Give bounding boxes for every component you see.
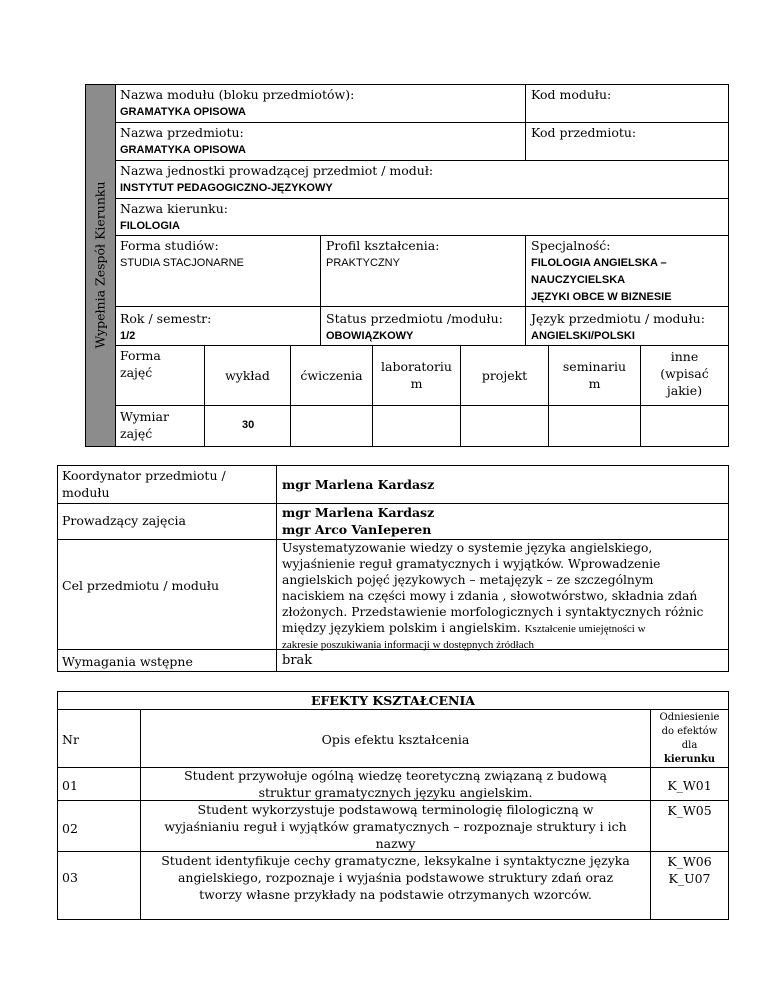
rule — [115, 198, 729, 199]
year-value: 1/2 — [120, 330, 136, 342]
status-value: OBOWIĄZKOWY — [326, 330, 414, 342]
rule — [57, 919, 729, 920]
col-seminar-2: m — [588, 376, 601, 391]
study-form-value: STUDIA STACJONARNE — [120, 257, 244, 269]
rule — [728, 465, 729, 672]
rule — [115, 84, 116, 447]
col-other-2: (wpisać — [660, 366, 709, 381]
teacher-2: mgr Arco VanIeperen — [282, 522, 432, 537]
profile-label: Profil kształcenia: — [326, 238, 440, 253]
subject-code-label: Kod przedmiotu: — [531, 125, 637, 140]
profile-value: PRAKTYCZNY — [326, 257, 400, 269]
effect-nr: 01 — [62, 778, 78, 793]
col-ref: Odniesienie do efektów dla kierunku — [659, 712, 720, 765]
rule — [85, 446, 729, 447]
form-label-2: zajęć — [120, 365, 153, 380]
unit-value: INSTYTUT PEDAGOGICZNO-JĘZYKOWY — [120, 182, 333, 194]
teacher-1: mgr Marlena Kardasz — [282, 505, 435, 520]
teachers-label: Prowadzący zajęcia — [62, 513, 186, 528]
effects-title: EFEKTY KSZTAŁCENIA — [310, 693, 476, 708]
goal-line: Usystematyzowanie wiedzy o systemie języka angielskiego, — [282, 541, 653, 555]
rule — [290, 345, 291, 447]
specialty-label: Specjalność: — [531, 238, 611, 253]
subject-name-value: GRAMATYKA OPISOWA — [120, 144, 246, 156]
col-seminar-1: seminariu — [562, 359, 627, 374]
module-code-label: Kod modułu: — [531, 87, 612, 102]
col-lecture: wykład — [225, 368, 270, 383]
rule — [115, 122, 729, 123]
prereq-value: brak — [282, 653, 313, 668]
rule — [57, 465, 58, 672]
effect-desc: Student identyfikuje cechy gramatyczne, leksykalne i syntaktyczne języka angielskiego, rozpoznaje i wyjaśnia podstawowe struktury zdań oraz tworzy własne przykłady na podstawie otrzymanych wzorców. — [161, 853, 630, 902]
language-label: Język przedmiotu / modułu: — [531, 311, 705, 326]
rule — [85, 84, 729, 85]
rule — [525, 235, 526, 345]
goal-line: naciskiem na części mowy i zdania , słowotwórstwo, składnia zdań — [282, 589, 698, 603]
col-project: projekt — [481, 368, 528, 383]
rule — [57, 671, 729, 672]
goal-line: między językiem polskim i angielskim. Kształcenie umiejętności w — [282, 621, 646, 635]
goal-label: Cel przedmiotu / modułu — [62, 578, 220, 593]
field-value: FILOLOGIA — [120, 220, 180, 232]
effect-desc: Student wykorzystuje podstawową terminologię filologiczną w wyjaśnianiu reguł i wyjątków gramatycznych – rozpoznaje struktury i ich nazwy — [164, 802, 627, 851]
rule — [115, 306, 729, 307]
effect-ref: K_W01 — [667, 778, 712, 793]
specialty-value-2: NAUCZYCIELSKA — [531, 274, 626, 286]
rule — [115, 345, 729, 346]
col-lab-2: m — [410, 376, 423, 391]
col-other-3: jakie) — [666, 383, 703, 398]
form-label-1: Forma — [120, 348, 161, 363]
goal-line: złożonych. Przedstawienie morfologicznych i syntaktycznych różnic — [282, 605, 704, 619]
rule — [85, 84, 86, 447]
goal-line: angielskich pojęć językowych – metajęzyk – ze szczególnym — [282, 573, 654, 587]
unit-label: Nazwa jednostki prowadzącej przedmiot / moduł: — [120, 163, 434, 178]
rule — [57, 465, 729, 466]
study-form-label: Forma studiów: — [120, 238, 219, 253]
goal-small-1: Kształcenie umiejętności w — [524, 623, 646, 635]
field-label: Nazwa kierunku: — [120, 201, 228, 216]
rule — [728, 84, 729, 447]
prereq-label: Wymagania wstępne — [62, 654, 193, 669]
module-name-value: GRAMATYKA OPISOWA — [120, 106, 246, 118]
coordinator-label-1: Koordynator przedmiotu / — [62, 468, 226, 483]
goal-line: wyjaśnienie reguł gramatycznych i wyjątków. Wprowadzenie — [282, 557, 661, 571]
goal-small-2: zakresie poszukiwania informacji w dostępnych źródłach — [282, 639, 534, 651]
rule — [525, 84, 526, 160]
specialty-value-3: JĘZYKI OBCE W BIZNESIE — [531, 291, 672, 303]
module-name-label: Nazwa modułu (bloku przedmiotów): — [120, 87, 355, 102]
rule — [320, 235, 321, 345]
effect-desc: Student przywołuje ogólną wiedzę teoretyczną związaną z budową struktur gramatycznych języku angielskim. — [184, 768, 607, 800]
effect-nr: 02 — [62, 821, 78, 836]
rule — [57, 709, 729, 710]
coordinator-value: mgr Marlena Kardasz — [282, 477, 435, 492]
effect-ref: K_W05 — [667, 803, 712, 818]
effect-nr: 03 — [62, 870, 78, 885]
rule — [115, 235, 729, 236]
rule — [57, 691, 58, 920]
rule — [115, 160, 729, 161]
rule — [115, 405, 729, 406]
col-lab-1: laboratoriu — [381, 359, 452, 374]
goal-text — [282, 540, 728, 653]
col-exercises: ćwiczenia — [300, 368, 363, 383]
effect-ref: K_W06 K_U07 — [667, 854, 712, 886]
subject-name-label: Nazwa przedmiotu: — [120, 125, 244, 140]
status-label: Status przedmiotu /modułu: — [326, 311, 503, 326]
col-desc: Opis efektu kształcenia — [321, 732, 470, 747]
col-other-1: inne — [670, 349, 699, 364]
hours-label-2: zajęć — [120, 426, 153, 441]
rule — [204, 345, 205, 447]
year-label: Rok / semestr: — [120, 311, 212, 326]
col-nr: Nr — [62, 732, 79, 747]
specialty-value-1: FILOLOGIA ANGIELSKA – — [531, 257, 667, 269]
coordinator-label-2: modułu — [62, 485, 110, 500]
sidebar-label: Wypełnia Zespół Kierunku — [92, 181, 108, 349]
hours-label-1: Wymiar — [120, 409, 169, 424]
rule — [728, 691, 729, 920]
language-value: ANGIELSKI/POLSKI — [531, 330, 635, 342]
rule — [460, 345, 461, 447]
hours-lecture-value: 30 — [242, 419, 255, 431]
rule — [276, 465, 277, 672]
